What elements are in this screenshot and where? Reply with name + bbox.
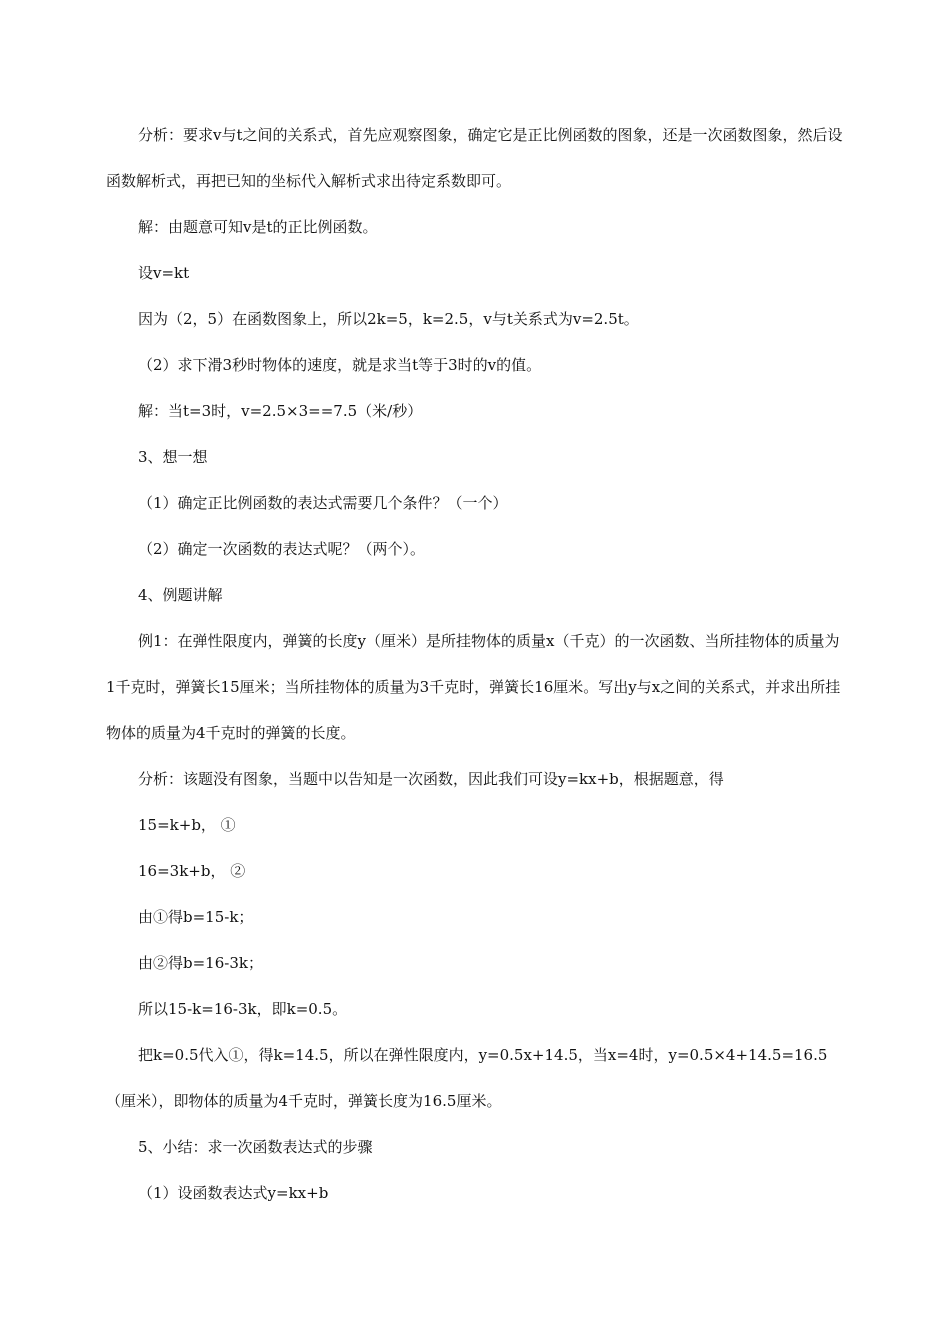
solution-line: 解：由题意可知v是t的正比例函数。	[138, 218, 378, 236]
reason-line: 因为（2，5）在函数图象上，所以2k=5，k=2.5，v与t关系式为v=2.5t。	[138, 310, 639, 328]
assume-line: 设v=kt	[138, 264, 190, 282]
equation-2: 16=3k+b， ②	[138, 862, 246, 880]
analysis-paragraph: 分析：要求v与t之间的关系式，首先应观察图象，确定它是正比例函数的图象，还是一次函数图象，然后设函数解析式，再把已知的坐标代入解析式求出待定系数即可。	[106, 126, 843, 190]
think-question-1: （1）确定正比例函数的表达式需要几个条件？（一个）	[138, 494, 508, 512]
equation-1: 15=k+b， ①	[138, 816, 236, 834]
derive-b-2: 由②得b=16-3k；	[138, 954, 263, 972]
solve-k-line: 所以15-k=16-3k，即k=0.5。	[138, 1000, 348, 1018]
section-3-heading: 3、想一想	[138, 448, 208, 466]
question-2-line: （2）求下滑3秒时物体的速度，就是求当t等于3时的v的值。	[138, 356, 542, 374]
example-1-paragraph: 例1：在弹性限度内，弹簧的长度y（厘米）是所挂物体的质量x（千克）的一次函数、当所挂物体的质量为1千克时，弹簧长15厘米；当所挂物体的质量为3千克时，弹簧长16厘米。写出y与x之间的关系式，并求出所挂物体的质量为4千克时的弹簧的长度。	[106, 632, 841, 742]
section-5-heading: 5、小结：求一次函数表达式的步骤	[138, 1138, 373, 1156]
example-analysis-line: 分析：该题没有图象，当题中以告知是一次函数，因此我们可设y=kx+b，根据题意，得	[138, 770, 724, 788]
derive-b-1: 由①得b=15-k；	[138, 908, 254, 926]
think-question-2: （2）确定一次函数的表达式呢？（两个）。	[138, 540, 426, 558]
solution-2-line: 解：当t=3时，v=2.5×3==7.5（米/秒）	[138, 402, 423, 420]
conclusion-paragraph: 把k=0.5代入①，得k=14.5，所以在弹性限度内，y=0.5x+14.5，当x=4时，y=0.5×4+14.5=16.5（厘米），即物体的质量为4千克时，弹簧长度为16.5厘米。	[106, 1046, 828, 1110]
summary-step-1: （1）设函数表达式y=kx+b	[138, 1184, 329, 1202]
section-4-heading: 4、例题讲解	[138, 586, 223, 604]
